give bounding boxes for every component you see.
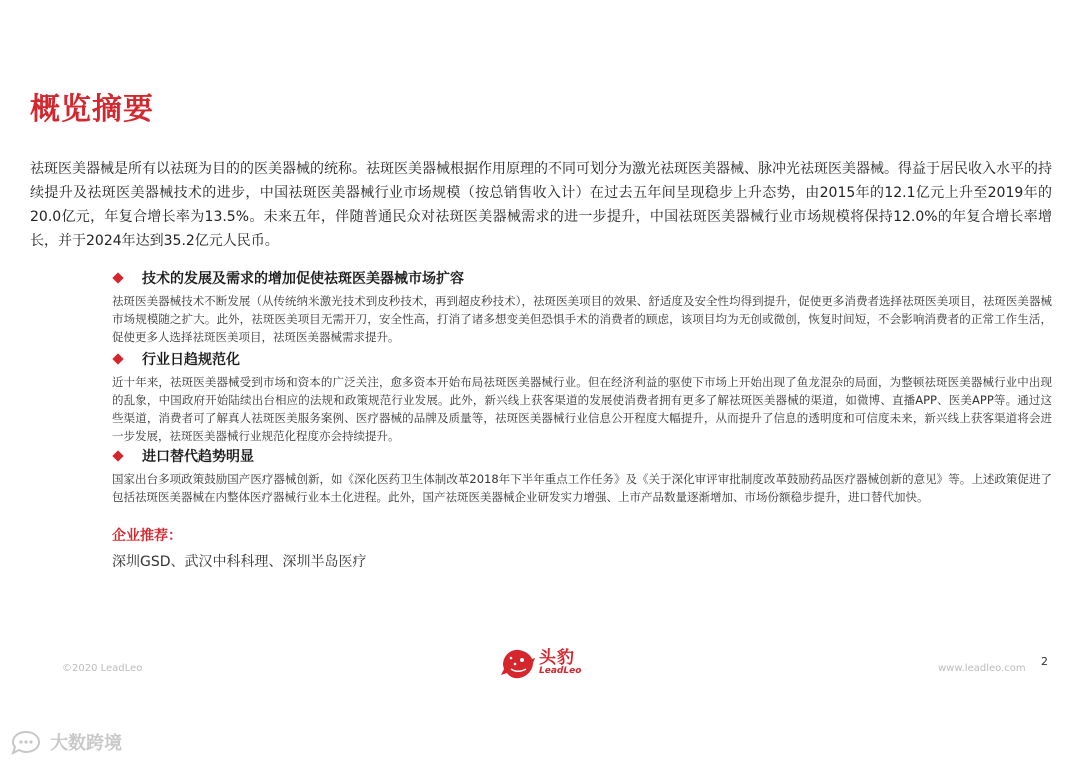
- section-heading-text: 行业日趋规范化: [142, 352, 240, 368]
- diamond-bullet-icon: [112, 353, 123, 364]
- section-body-market-expansion: 祛斑医美器械技术不断发展（从传统纳米激光技术到皮秒技术，再到超皮秒技术），祛斑医美项目的效果、舒适度及安全性均得到提升，促使更多消费者选择祛斑医美项目，祛斑医美器械市场规模随之扩大。此外，祛斑医美项目无需开刀，安全性高，打消了诸多想变美但恐惧手术的消费者的顾虑，该项目均为无创或微创，恢复时间短，不会影响消费者的正常工作生活，促使更多人选择祛斑医美项目，祛斑医美器械需求提升。: [112, 294, 1052, 344]
- logo-chinese-text: 头豹: [539, 648, 575, 668]
- leopard-head-icon: [497, 645, 537, 681]
- chat-bubble-icon: [10, 729, 50, 755]
- section-heading-import-substitution: [112, 446, 254, 466]
- page-number: 2: [1041, 655, 1048, 668]
- section-body-regulation: 近十年来，祛斑医美器械受到市场和资本的广泛关注，愈多资本开始布局祛斑医美器械行业。但在经济利益的驱使下市场上开始出现了鱼龙混杂的局面，为整顿祛斑医美器械行业中出现的乱象，中国政府开始陆续出台相应的法规和政策规范行业发展。此外，新兴线上获客渠道的发展使消费者拥有更多了解祛斑医美器械的渠道，如微博、直播APP、医美APP等。通过这些渠道，消费者可了解真人祛斑医美服务案例、医疗器械的品牌及质量等，祛斑医美器械行业信息公开程度大幅提升，从而提升了信息的透明度和可信度未来，新兴线上获客渠道将会进一步发展，祛斑医美器械行业规范化程度亦会持续提升。: [112, 375, 1052, 443]
- section-heading-text: 进口替代趋势明显: [142, 449, 254, 465]
- watermark-text: 大数跨境: [50, 733, 122, 754]
- diamond-bullet-icon: [112, 450, 123, 461]
- footer-website: www.leadleo.com: [938, 663, 1026, 674]
- section-body-import-substitution: 国家出台多项政策鼓励国产医疗器械创新，如《深化医药卫生体制改革2018年下半年重点工作任务》及《关于深化审评审批制度改革鼓励药品医疗器械创新的意见》等。上述政策促进了包括祛斑医美器械在内整体医疗器械行业本土化进程。此外，国产祛斑医美器械企业研发实力增强、上市产品数量逐渐增加、市场份额稳步提升，进口替代加快。: [112, 472, 1052, 504]
- intro-paragraph: 祛斑医美器械是所有以祛斑为目的的医美器械的统称。祛斑医美器械根据作用原理的不同可划分为激光祛斑医美器械、脉冲光祛斑医美器械。得益于居民收入水平的持续提升及祛斑医美器械技术的进步，中国祛斑医美器械行业市场规模（按总销售收入计）在过去五年间呈现稳步上升态势，由2015年的12.1亿元上升至2019年的20.0亿元，年复合增长率为13.5%。未来五年，伴随普通民众对祛斑医美器械需求的进一步提升，中国祛斑医美器械行业市场规模将保持12.0%的年复合增长率增长，并于2024年达到35.2亿元人民币。: [30, 161, 1052, 249]
- page-title: 概览摘要: [30, 92, 154, 127]
- footer-copyright: ©2020 LeadLeo: [62, 663, 143, 674]
- logo-english-text: LeadLeo: [539, 666, 582, 676]
- section-heading-text: 技术的发展及需求的增加促使祛斑医美器械市场扩容: [142, 271, 464, 287]
- section-heading-market-expansion: [112, 268, 464, 288]
- diamond-bullet-icon: [112, 272, 123, 283]
- recommendation-label: 企业推荐：: [112, 528, 182, 544]
- watermark: [10, 729, 122, 755]
- leadleo-logo: [497, 645, 581, 681]
- section-heading-regulation: [112, 349, 240, 369]
- recommendation-companies: 深圳GSD、武汉中科科理、深圳半岛医疗: [112, 554, 367, 570]
